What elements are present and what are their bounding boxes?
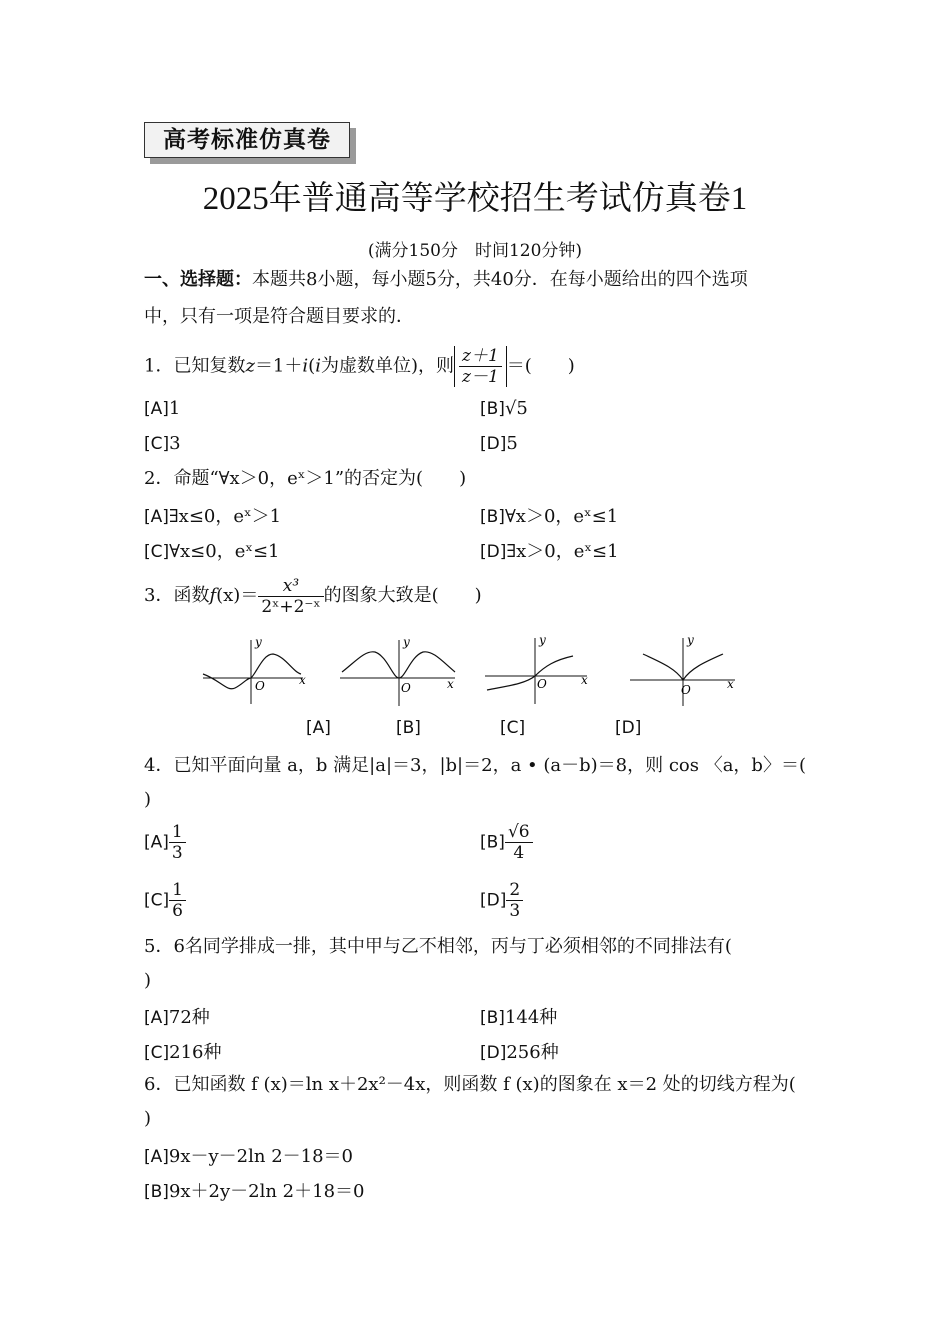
- q4-option-c-num: 1: [169, 880, 186, 901]
- section-instructions-line2: 中，只有一项是符合题目要求的．: [144, 306, 414, 327]
- q6-option-b[interactable]: [144, 1177, 365, 1203]
- q3-graph-c-curve: [487, 656, 573, 690]
- section-text1: 本题共8小题，每小题5分，共40分．在每小题给出的四个选项: [252, 269, 748, 290]
- q5-option-d[interactable]: [480, 1038, 559, 1064]
- q2-option-c-label: [C]: [144, 542, 170, 562]
- q4-option-b-num: √6: [505, 822, 533, 843]
- q1-option-a-value: 1: [168, 398, 181, 419]
- exam-subtitle: (满分150分 时间120分钟): [367, 241, 583, 261]
- q5-option-b-value: 144种: [504, 1007, 558, 1028]
- q3-denominator: 2ˣ+2⁻ˣ: [261, 596, 321, 617]
- q4-option-d[interactable]: [480, 880, 523, 921]
- q2-option-b[interactable]: [480, 502, 618, 528]
- q1-fraction: [459, 346, 502, 387]
- q3-label-c[interactable]: [C]: [500, 718, 526, 738]
- q1-option-c-label: [C]: [144, 434, 170, 454]
- q3-graph-d-origin: O: [681, 683, 691, 697]
- q3-graph-b-origin: O: [401, 681, 411, 695]
- section-heading: 一、选择题：: [144, 269, 252, 290]
- q1-eq: ＝1＋: [254, 355, 303, 377]
- q2-option-a-label: [A]: [144, 507, 169, 527]
- q4-option-c-fraction: [169, 880, 186, 921]
- q5-option-c-value: 216种: [169, 1042, 222, 1063]
- q3-graph-a: [203, 635, 306, 704]
- q3-fraction: [258, 576, 323, 617]
- question-4-stem-line2: ): [144, 789, 152, 810]
- q5-option-d-label: [D]: [480, 1043, 507, 1063]
- q5-option-d-value: 256种: [506, 1042, 559, 1063]
- q4-option-b-fraction: [505, 822, 533, 863]
- q4-option-c-den: 6: [172, 901, 183, 921]
- q1-option-d-label: [D]: [480, 434, 507, 454]
- q4-option-c-label: [C]: [144, 890, 170, 911]
- q4-option-b-den: 4: [513, 843, 525, 863]
- q3-graph-d-x-label: x: [727, 677, 734, 691]
- q1-z: z: [245, 355, 255, 377]
- q5-option-b-label: [B]: [480, 1008, 505, 1028]
- q1-option-c-value: 3: [169, 433, 181, 454]
- q1-option-b-label: [B]: [480, 399, 505, 419]
- q2-option-d-value: ∃x＞0，eˣ≤1: [506, 541, 619, 562]
- q3-graph-c-y-label: y: [539, 633, 546, 647]
- question-1-stem: [144, 346, 809, 387]
- q4-option-a-label: [A]: [144, 832, 169, 853]
- q2-option-c[interactable]: [144, 537, 280, 563]
- q2-option-d[interactable]: [480, 537, 619, 563]
- question-5-stem-line2: ): [144, 970, 152, 991]
- q1-pre: 1．已知复数: [144, 355, 246, 377]
- q4-option-b-label: [B]: [480, 832, 505, 853]
- q1-option-a-label: [A]: [144, 399, 169, 419]
- q6-option-b-label: [B]: [144, 1182, 169, 1202]
- q4-option-d-num: 2: [506, 880, 523, 901]
- q1-option-d[interactable]: [480, 433, 518, 454]
- q3-graph-d: [630, 633, 735, 706]
- q1-post: ＝( ): [506, 355, 575, 377]
- q5-option-c-label: [C]: [144, 1043, 170, 1063]
- q2-option-b-label: [B]: [480, 507, 505, 527]
- q3-graph-a-origin: O: [255, 679, 265, 693]
- page-title: 2025年普通高等学校招生考试仿真卷1: [202, 181, 748, 217]
- q4-option-c[interactable]: [144, 880, 186, 921]
- question-3-stem: [144, 574, 809, 618]
- q5-option-a[interactable]: [144, 1003, 210, 1029]
- q1-denominator: z－1: [461, 367, 499, 387]
- q3-mid: (x)＝: [216, 585, 259, 606]
- q2-option-b-value: ∀x＞0，eˣ≤1: [504, 506, 619, 527]
- question-4-stem-line1: 4．已知平面向量 a，b 满足|a|＝3，|b|＝2，a • (a－b)＝8，则 cos 〈a，b〉＝(: [144, 755, 806, 776]
- q4-option-a-fraction: [169, 822, 186, 863]
- q3-graph-b-x-label: x: [447, 677, 454, 691]
- q1-option-b[interactable]: [480, 398, 528, 419]
- q2-option-a[interactable]: [144, 502, 281, 528]
- q4-option-d-label: [D]: [480, 890, 507, 911]
- section-instructions-line1: [144, 268, 809, 292]
- q1-i2: i: [315, 355, 321, 377]
- q5-option-a-label: [A]: [144, 1008, 169, 1028]
- q6-option-a[interactable]: [144, 1142, 353, 1168]
- q3-label-a[interactable]: [A]: [306, 718, 331, 738]
- q4-option-a-den: 3: [171, 843, 183, 863]
- q4-option-a-num: 1: [169, 822, 186, 843]
- q1-option-a[interactable]: [144, 398, 180, 419]
- q3-graph-c-origin: O: [537, 677, 547, 691]
- q3-post: 的图象大致是( ): [323, 585, 482, 606]
- question-6-stem-line1: 6．已知函数 f (x)＝ln x＋2x²－4x，则函数 f (x)的图象在 x＝2 处的切线方程为(: [144, 1074, 796, 1095]
- question-5-stem-line1: 5．6名同学排成一排，其中甲与乙不相邻，丙与丁必须相邻的不同排法有(: [144, 936, 732, 957]
- q1-abs-expression: [454, 346, 507, 387]
- q6-option-b-value: 9x＋2y－2ln 2＋18＝0: [168, 1181, 365, 1202]
- q3-numerator: x³: [258, 576, 323, 597]
- q1-paren: (: [308, 355, 316, 377]
- header-tag: 高考标准仿真卷: [144, 122, 350, 158]
- q6-option-a-value: 9x－y－2ln 2－18＝0: [168, 1146, 354, 1167]
- q3-graph-a-y-label: y: [255, 635, 262, 649]
- q2-option-c-value: ∀x≤0，eˣ≤1: [169, 541, 280, 562]
- q1-mid: 为虚数单位)，则: [320, 355, 454, 377]
- q3-graph-c-x-label: x: [581, 673, 588, 687]
- q3-graph-a-curve: [203, 654, 301, 689]
- q3-f: f: [209, 585, 217, 606]
- q5-option-b[interactable]: [480, 1003, 557, 1029]
- q3-graph-b-y-label: y: [403, 635, 410, 649]
- q3-graphs: [195, 632, 755, 712]
- q2-option-a-value: ∃x≤0，eˣ＞1: [168, 506, 282, 527]
- q4-option-b[interactable]: [480, 822, 533, 863]
- q3-graph-a-x-label: x: [299, 673, 306, 687]
- q3-graph-c: [485, 633, 588, 704]
- q5-option-c[interactable]: [144, 1038, 222, 1064]
- q5-option-a-value: 72种: [168, 1007, 210, 1028]
- q6-option-a-label: [A]: [144, 1147, 169, 1167]
- q3-pre: 3．函数: [144, 585, 210, 606]
- q1-i: i: [302, 355, 309, 377]
- q4-option-a[interactable]: [144, 822, 186, 863]
- q1-option-c[interactable]: [144, 433, 181, 454]
- q1-option-d-value: 5: [506, 433, 518, 454]
- q1-option-b-value: √5: [504, 398, 528, 419]
- q3-graph-d-y-label: y: [687, 633, 694, 647]
- q2-option-d-label: [D]: [480, 542, 507, 562]
- q3-label-b[interactable]: [B]: [396, 718, 421, 738]
- question-2-stem: 2．命题“∀x＞0，eˣ＞1”的否定为( ): [144, 468, 467, 489]
- q4-option-d-den: 3: [509, 901, 521, 921]
- q3-graph-b: [340, 635, 455, 706]
- question-6-stem-line2: ): [144, 1108, 152, 1129]
- q3-label-d[interactable]: [D]: [615, 718, 642, 738]
- q1-numerator: z＋1: [459, 346, 502, 367]
- q4-option-d-fraction: [506, 880, 523, 921]
